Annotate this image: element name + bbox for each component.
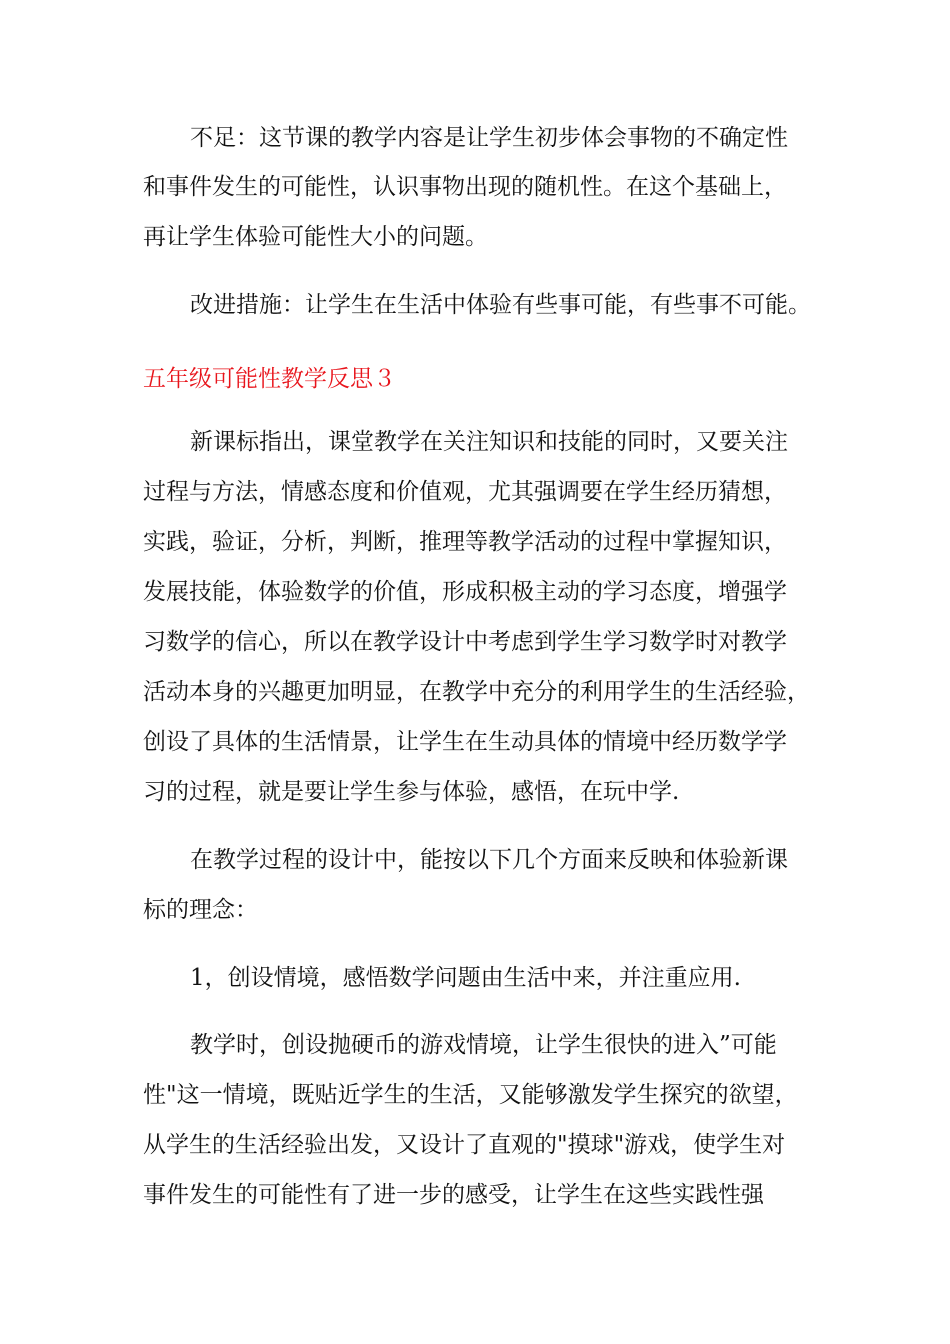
paragraph-line: 改进措施：让学生在生活中体验有些事可能，有些事不可能。	[190, 292, 811, 318]
paragraph-line: 创设了具体的生活情景，让学生在生动具体的情境中经历数学学	[143, 729, 787, 755]
paragraph-line: 标的理念：	[143, 897, 258, 923]
paragraph-line: 习数学的信心，所以在教学设计中考虑到学生学习数学时对教学	[143, 629, 787, 655]
paragraph-line: 再让学生体验可能性大小的问题。	[143, 224, 488, 250]
paragraph-line: 过程与方法，情感态度和价值观，尤其强调要在学生经历猜想，	[143, 479, 787, 505]
paragraph-line: 不足：这节课的教学内容是让学生初步体会事物的不确定性	[190, 125, 788, 151]
paragraph-line: 发展技能，体验数学的价值，形成积极主动的学习态度，增强学	[143, 579, 787, 605]
paragraph-line: 在教学过程的设计中，能按以下几个方面来反映和体验新课	[190, 847, 788, 873]
paragraph-line: 习的过程，就是要让学生参与体验，感悟，在玩中学.	[143, 779, 680, 805]
paragraph-line: 从学生的生活经验出发，又设计了直观的"摸球"游戏，使学生对	[143, 1132, 786, 1158]
paragraph-line: 教学时，创设抛硬币的游戏情境，让学生很快的进入”可能	[190, 1032, 777, 1058]
paragraph-line: 新课标指出，课堂教学在关注知识和技能的同时，又要关注	[190, 429, 788, 455]
paragraph-line: 1，创设情境，感悟数学问题由生活中来，并注重应用.	[190, 965, 741, 991]
paragraph-line: 实践，验证，分析，判断，推理等教学活动的过程中掌握知识，	[143, 529, 787, 555]
paragraph-line: 性"这一情境，既贴近学生的生活，又能够激发学生探究的欲望，	[143, 1082, 798, 1108]
section-heading: 五年级可能性教学反思３	[143, 366, 396, 392]
paragraph-line: 和事件发生的可能性，认识事物出现的随机性。在这个基础上，	[143, 174, 787, 200]
paragraph-line: 事件发生的可能性有了进一步的感受，让学生在这些实践性强	[143, 1182, 764, 1208]
paragraph-line: 活动本身的兴趣更加明显，在教学中充分的利用学生的生活经验，	[143, 679, 810, 705]
